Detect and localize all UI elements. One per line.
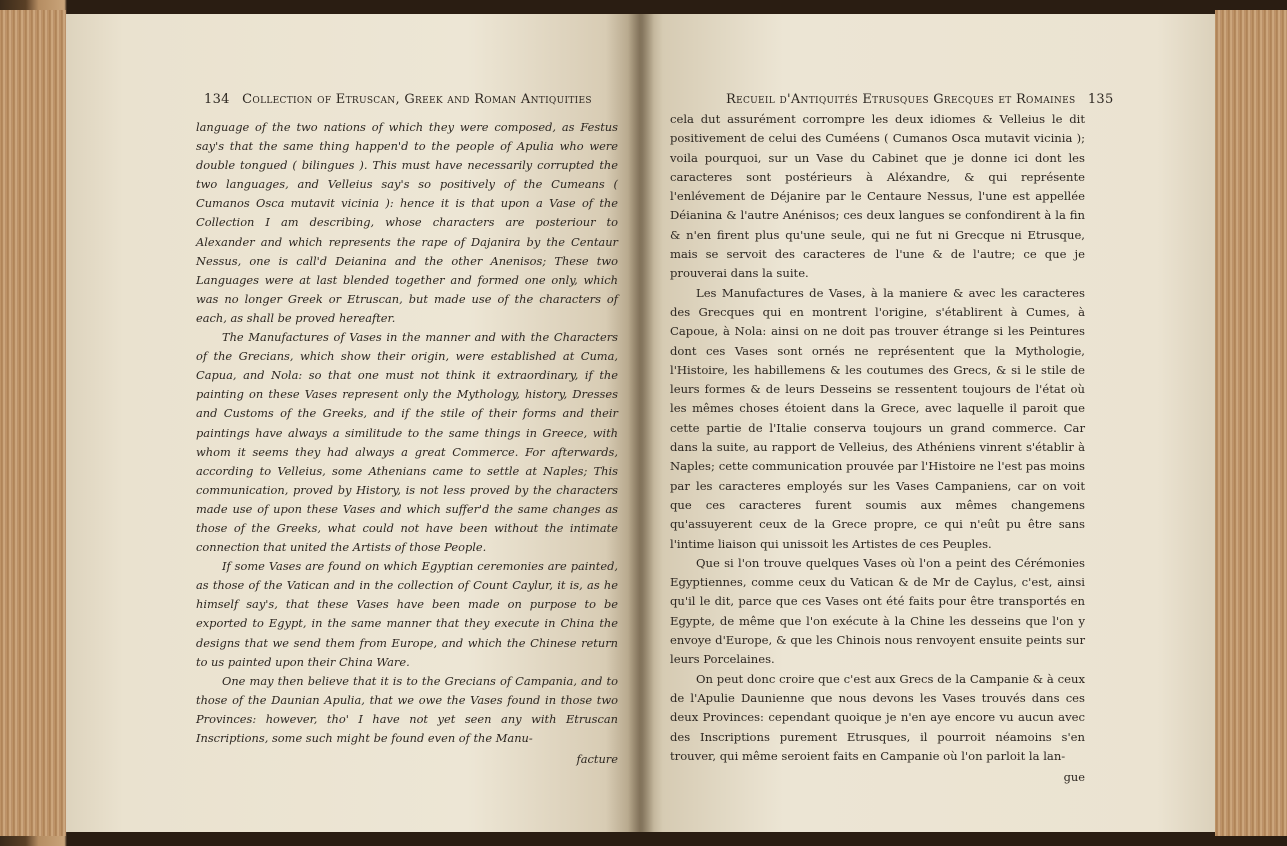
right-catchword: gue (1063, 770, 1085, 785)
left-page-body (196, 118, 618, 769)
right-paragraph-3: Que si l'on trouve quelques Vases où l'on a peint des Cérémonies Egyptiennes, comme ceux du Vatican & de Mr de Caylus, c'est, ainsi qu'il le dit, parce que ces Vases ont été faits pour être transportés en Egypte, de même que l'on exécute à la Chine les desseins que l'on y envoye d'Europe, & que les Chinois nous renvoyent ensuite peints sur leurs Porcelaines. (670, 555, 1085, 667)
left-paragraph-3: If some Vases are found on which Egyptian ceremonies are painted, as those of the Vatican and in the collection of Count Caylur, it is, as he himself say's, that these Vases have been made on purpose to be exported to Egypt, in the same manner that they execute in China the designs that we send them from Europe, and which the Chinese return to us painted upon their China Ware. (196, 559, 618, 669)
left-paragraph-1: language of the two nations of which they were composed, as Festus say's that the same thing happen'd to the people of Apulia who were double tongued ( bilingues ). This must have necessarily corrupted the two languages, and Velleius say's so positively of the Cumeans ( Cumanos Osca mutavit vicinia ): hence it is that upon a Vase of the Collection I am describing, whose characters are posteriour to Alexander and which represents the rape of Dajanira by the Centaur Nessus, one is call'd Deianina and the other Anenisos; These two Languages were at last blended together and formed one only, which was no longer Greek or Etruscan, but made use of the characters of each, as shall be proved hereafter. (196, 120, 618, 325)
left-page (66, 14, 640, 832)
left-paragraph-4: One may then believe that it is to the Grecians of Campania, and to those of the Daunian Apulia, that we owe the Vases found in those two Provinces: however, tho' I have not yet seen any with Etruscan Inscriptions, some such might be found even of the Manu- (196, 673, 618, 745)
left-catchword: facture (576, 752, 618, 767)
left-page-number: 134 (204, 92, 230, 107)
left-paragraph-2: The Manufactures of Vases in the manner and with the Characters of the Grecians, which show their origin, were established at Cuma, Capua, and Nola: so that one must not think it extraordinary, if the painting on these Vases represent only the Mythology, history, Dresses and Customs of the Greeks, and if the stile of their forms and their paintings have always a similitude to the same things in Greece, with whom it seems they had always a great Commerce. For afterwards, according to Velleius, some Athenians came to settle at Naples; This communication, proved by History, is not less proved by the characters made use of upon these Vases and which suffer'd the same changes as those of the Greeks, what could not have been without the intimate connection that united the Artists of those People. (196, 330, 618, 555)
right-paragraph-2: Les Manufactures de Vases, à la maniere & avec les caracteres des Grecques qui en montrent l'origine, s'établirent à Cumes, à Capoue, à Nola: ainsi on ne doit pas trouver étrange si les Peintures dont ces Vases sont ornés ne représentent que la Mythologie, l'Histoire, les habillemens & les coutumes des Grecs, & si le stile de leurs formes & de leurs Desseins se ressentent toujours de l'état où les mêmes choses étoient dans la Grece, avec laquelle il paroit que cette partie de l'Italie conserva toujours un grand commerce. Car dans la suite, au rapport de Velleius, des Athéniens vinrent s'établir à Naples; cette communication prouvée par l'Histoire ne l'est pas moins par les caracteres employés sur les Vases Campaniens, car on voit que ces caracteres furent soumis aux mêmes changemens qu'assuyerent ceux de la Grece propre, ce qui n'eût pu être sans l'intime liaison qui unissoit les Artistes de ces Peuples. (670, 285, 1085, 551)
right-paragraph-1: cela dut assurément corrompre les deux idiomes & Velleius le dit positivement de celui des Cuméens ( Cumanos Osca mutavit vicinia ); voila pourquoi, sur un Vase du Cabinet que je donne ici dont les caracteres sont postérieurs à Aléxandre, & qui représente l'enlévement de Déjanire par le Centaure Nessus, l'une est appellée Déianina & l'autre Anénisos; ces deux langues se confondirent à la fin & n'en firent plus qu'une seule, qui ne fut ni Grecque ni Etrusque, mais se servoit des caracteres de l'une & de l'autre; ce que je prouverai dans la suite. (670, 112, 1085, 281)
left-running-head: Collection of Etruscan, Greek and Roman Antiquities (242, 92, 592, 107)
right-page-header (726, 92, 1122, 107)
right-page-body (670, 110, 1085, 787)
right-page-edges (1215, 10, 1287, 836)
right-page-number: 135 (1087, 92, 1114, 107)
right-paragraph-4: On peut donc croire que c'est aux Grecs de la Campanie & à ceux de l'Apulie Daunienne que nous devons les Vases trouvés dans ces deux Provinces: cependant quoique je n'en aye encore vu aucun avec des Inscriptions purement Etrusques, il pourroit néamoins s'en trouver, qui même seroient faits en Campanie où l'on parloit la lan- (670, 671, 1085, 763)
left-page-edges (0, 10, 66, 836)
right-running-head: Recueil d'Antiquités Etrusques Grecques et Romaines (726, 92, 1076, 107)
right-page (640, 14, 1215, 832)
left-page-header (196, 92, 592, 107)
